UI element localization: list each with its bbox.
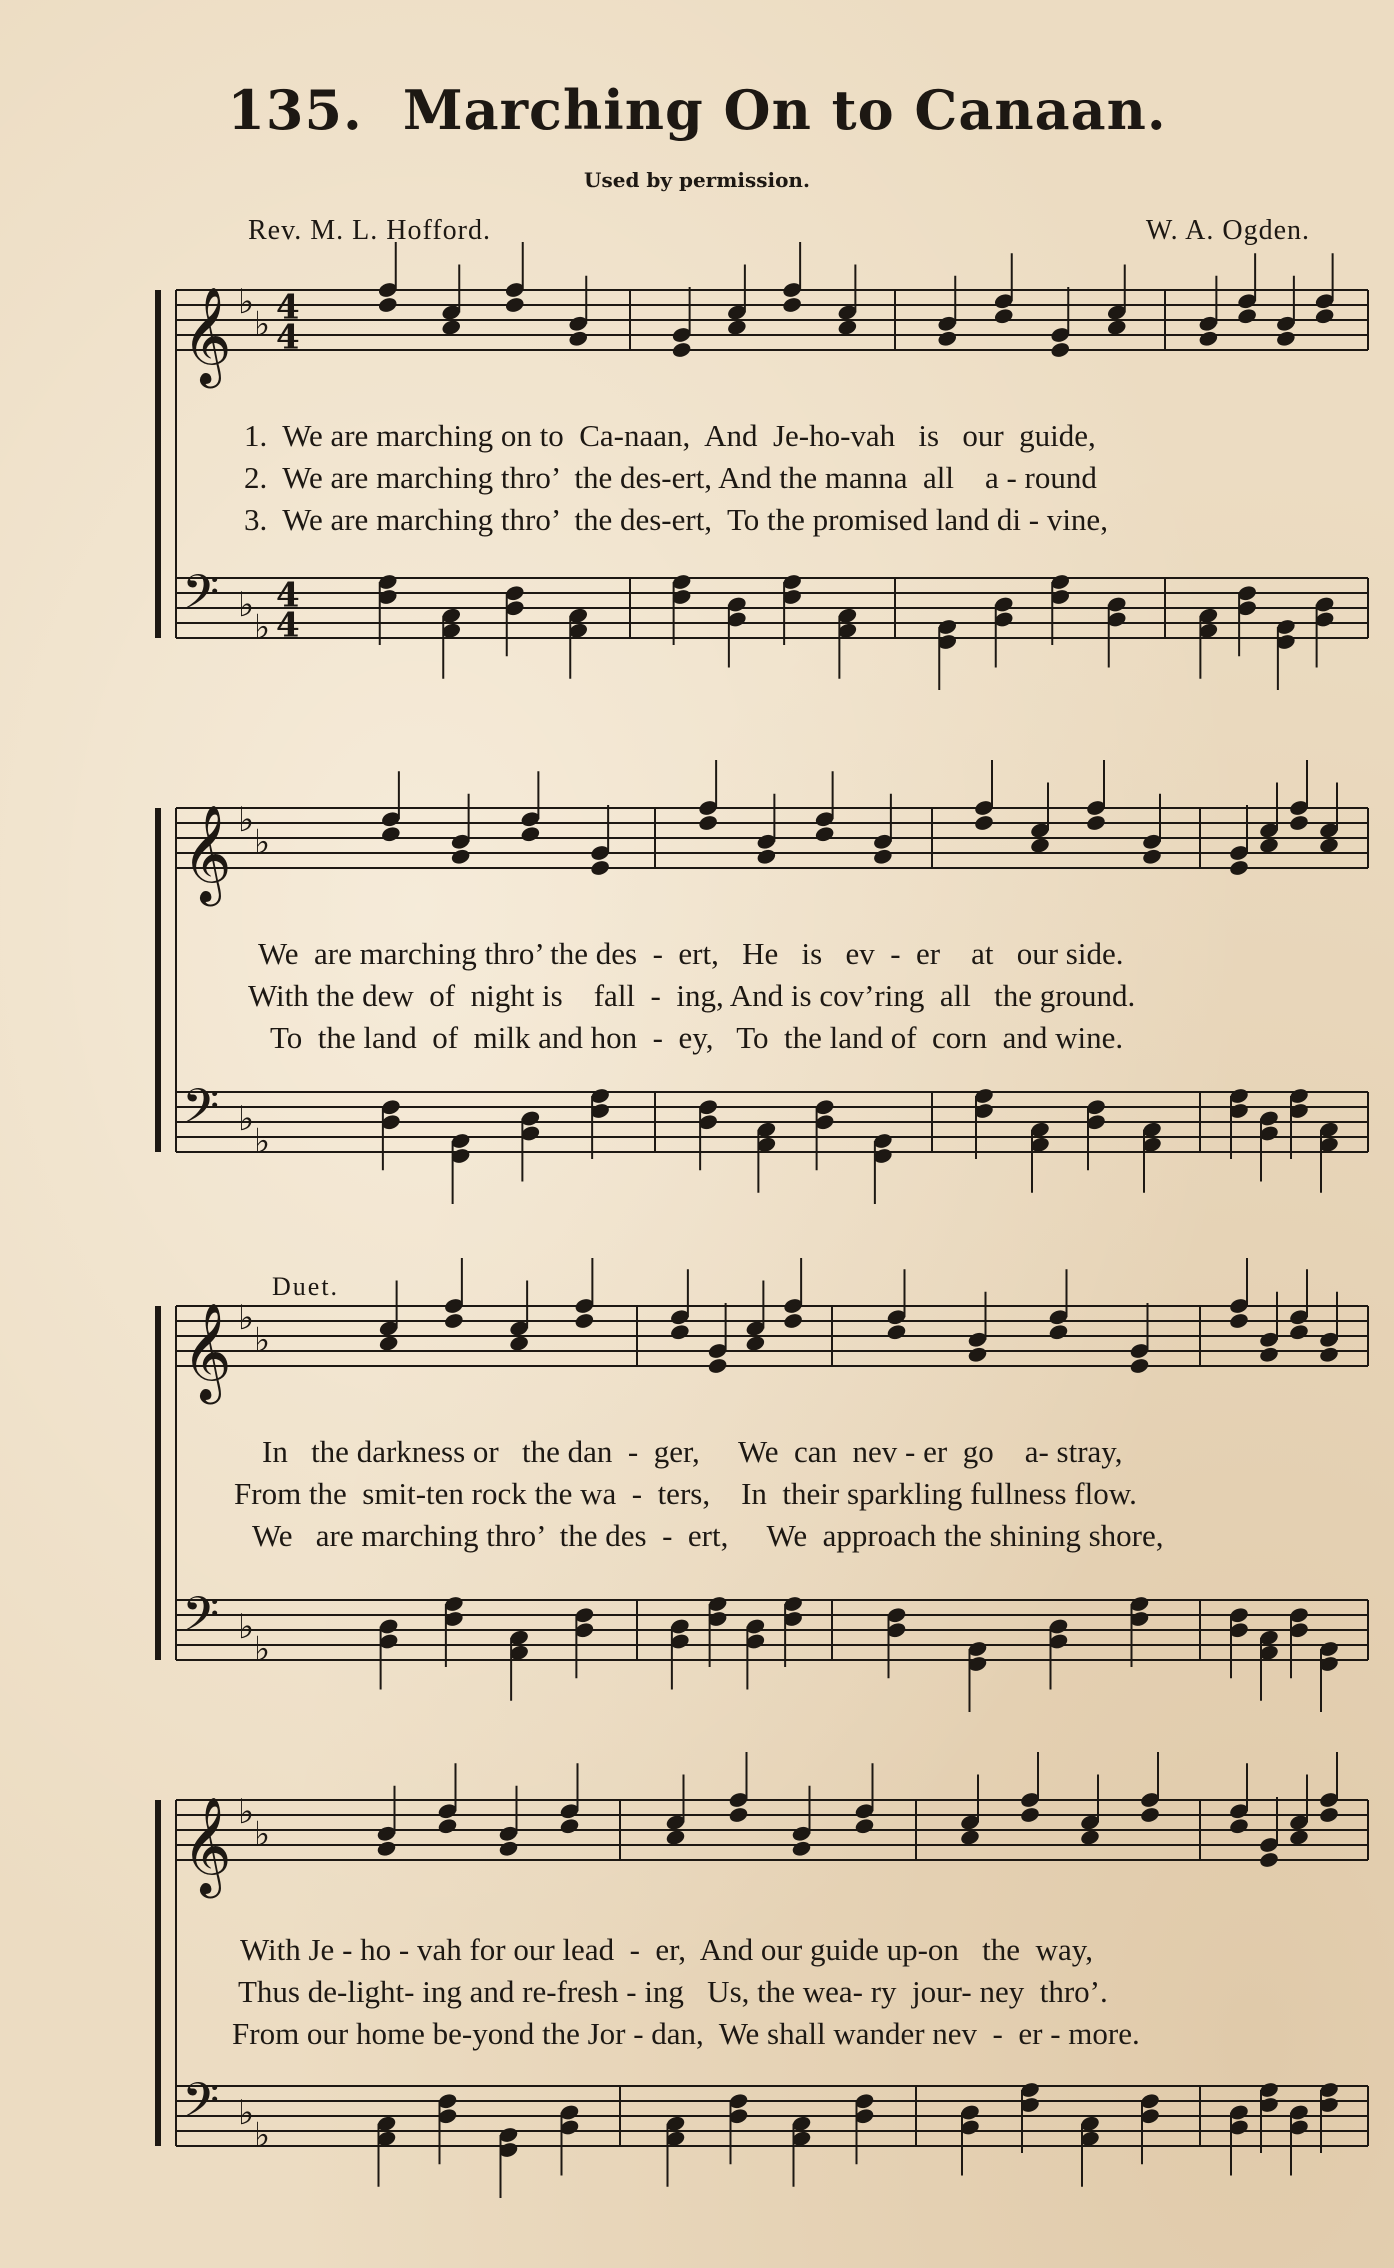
note-head — [665, 1828, 686, 1846]
lyric-line: 2. We are marching thro’ the des-ert, And the manna all a - round — [244, 460, 1097, 495]
flat-sign-icon: ♭ — [238, 1792, 255, 1832]
note-head — [504, 296, 525, 314]
note-head — [1228, 859, 1249, 877]
note-head — [959, 1828, 980, 1846]
hymn-title: Marching On to Canaan. — [402, 78, 1167, 142]
note-head — [697, 814, 718, 832]
note-head — [1236, 307, 1257, 325]
note-head — [1314, 307, 1335, 325]
flat-sign-icon: ♭ — [254, 1814, 271, 1855]
note-head — [781, 296, 802, 314]
flat-sign-icon: ♭ — [254, 1629, 271, 1670]
bass-clef-icon: 𝄢 — [182, 2072, 220, 2140]
note-head — [745, 1334, 766, 1352]
bass-clef-icon: 𝄢 — [182, 564, 220, 632]
note-head — [378, 1334, 399, 1352]
note-head — [574, 1312, 595, 1330]
note-head — [814, 825, 835, 843]
lyric-line: We are marching thro’ the des - ert, He is ev - er at our side. — [258, 936, 1124, 971]
lyricist-credit: Rev. M. L. Hofford. — [248, 215, 491, 246]
hymn-number: 135. — [227, 78, 363, 142]
note-head — [726, 318, 747, 336]
note-head — [380, 825, 401, 843]
flat-sign-icon: ♭ — [238, 1298, 255, 1338]
lyric-line: With the dew of night is fall - ing, And is cov’ring all the ground. — [248, 978, 1136, 1013]
note-head — [854, 1817, 875, 1835]
permission-note: Used by permission. — [584, 168, 810, 192]
flat-sign-icon: ♭ — [238, 1099, 255, 1139]
note-head — [377, 296, 398, 314]
note-head — [1288, 1323, 1309, 1341]
note-head — [973, 814, 994, 832]
lyric-line: We are marching thro’ the des - ert, We approach the shining shore, — [252, 1518, 1164, 1553]
flat-sign-icon: ♭ — [254, 822, 271, 863]
note-head — [782, 1312, 803, 1330]
note-head — [728, 1806, 749, 1824]
note-head — [671, 341, 692, 359]
treble-clef-icon: 𝄞 — [182, 1302, 232, 1400]
note-head — [1258, 1346, 1279, 1364]
note-head — [1258, 1851, 1279, 1869]
note-head — [1106, 318, 1127, 336]
note-head — [437, 1817, 458, 1835]
note-head — [589, 859, 610, 877]
bass-clef-icon: 𝄢 — [182, 1586, 220, 1654]
note-head — [1050, 341, 1071, 359]
note-head — [1228, 1817, 1249, 1835]
note-head — [707, 1357, 728, 1375]
note-head — [520, 825, 541, 843]
note-head — [1288, 814, 1309, 832]
note-head — [443, 1312, 464, 1330]
flat-sign-icon: ♭ — [254, 607, 271, 648]
note-head — [1085, 814, 1106, 832]
note-head — [1139, 1806, 1160, 1824]
composer-credit: W. A. Ogden. — [1145, 215, 1310, 246]
note-head — [508, 1334, 529, 1352]
note-head — [568, 330, 589, 348]
note-head — [1129, 1357, 1150, 1375]
note-head — [1198, 330, 1219, 348]
time-signature: 4 — [276, 575, 300, 616]
treble-clef-icon: 𝄞 — [182, 1796, 232, 1894]
note-head — [872, 848, 893, 866]
note-head — [837, 318, 858, 336]
lyric-line: With Je - ho - vah for our lead - er, And our guide up-on the way, — [240, 1932, 1093, 1967]
note-head — [669, 1323, 690, 1341]
note-head — [559, 1817, 580, 1835]
time-signature: 4 — [276, 287, 300, 328]
lyric-line: From our home be-yond the Jor - dan, We shall wander nev - er - more. — [232, 2016, 1140, 2051]
bass-clef-icon: 𝄢 — [182, 1078, 220, 1146]
note-head — [1019, 1806, 1040, 1824]
flat-sign-icon: ♭ — [238, 2093, 255, 2133]
note-head — [450, 848, 471, 866]
note-head — [1275, 330, 1296, 348]
note-head — [756, 848, 777, 866]
note-head — [376, 1840, 397, 1858]
flat-sign-icon: ♭ — [254, 304, 271, 345]
flat-sign-icon: ♭ — [238, 585, 255, 625]
lyric-line: 3. We are marching thro’ the des-ert, To the promised land di - vine, — [244, 502, 1108, 537]
note-head — [1029, 836, 1050, 854]
flat-sign-icon: ♭ — [238, 282, 255, 322]
note-head — [1318, 1806, 1339, 1824]
note-head — [937, 330, 958, 348]
flat-sign-icon: ♭ — [254, 1121, 271, 1162]
note-head — [441, 318, 462, 336]
note-head — [498, 1840, 519, 1858]
note-head — [1318, 1346, 1339, 1364]
lyric-line: From the smit-ten rock the wa - ters, In their sparkling fullness flow. — [234, 1476, 1137, 1511]
time-signature: 4 — [276, 317, 300, 358]
flat-sign-icon: ♭ — [254, 1320, 271, 1361]
treble-clef-icon: 𝄞 — [182, 286, 232, 384]
flat-sign-icon: ♭ — [238, 800, 255, 840]
note-head — [1079, 1828, 1100, 1846]
note-head — [1141, 848, 1162, 866]
note-head — [1288, 1828, 1309, 1846]
note-head — [791, 1840, 812, 1858]
note-head — [1258, 836, 1279, 854]
lyric-line: To the land of milk and hon - ey, To the land of corn and wine. — [270, 1020, 1124, 1055]
lyric-line: In the darkness or the dan - ger, We can nev - er go a- stray, — [262, 1434, 1123, 1469]
duet-label: Duet. — [272, 1272, 340, 1301]
note-head — [1048, 1323, 1069, 1341]
note-head — [967, 1346, 988, 1364]
flat-sign-icon: ♭ — [238, 1607, 255, 1647]
note-head — [1228, 1312, 1249, 1330]
note-head — [1318, 836, 1339, 854]
time-signature: 4 — [276, 605, 300, 646]
note-head — [993, 307, 1014, 325]
flat-sign-icon: ♭ — [254, 2115, 271, 2156]
lyric-line: Thus de-light- ing and re-fresh - ing Us, the wea- ry jour- ney thro’. — [238, 1974, 1108, 2009]
lyric-line: 1. We are marching on to Ca-naan, And Je-ho-vah is our guide, — [244, 418, 1096, 453]
treble-clef-icon: 𝄞 — [182, 804, 232, 902]
note-head — [886, 1323, 907, 1341]
